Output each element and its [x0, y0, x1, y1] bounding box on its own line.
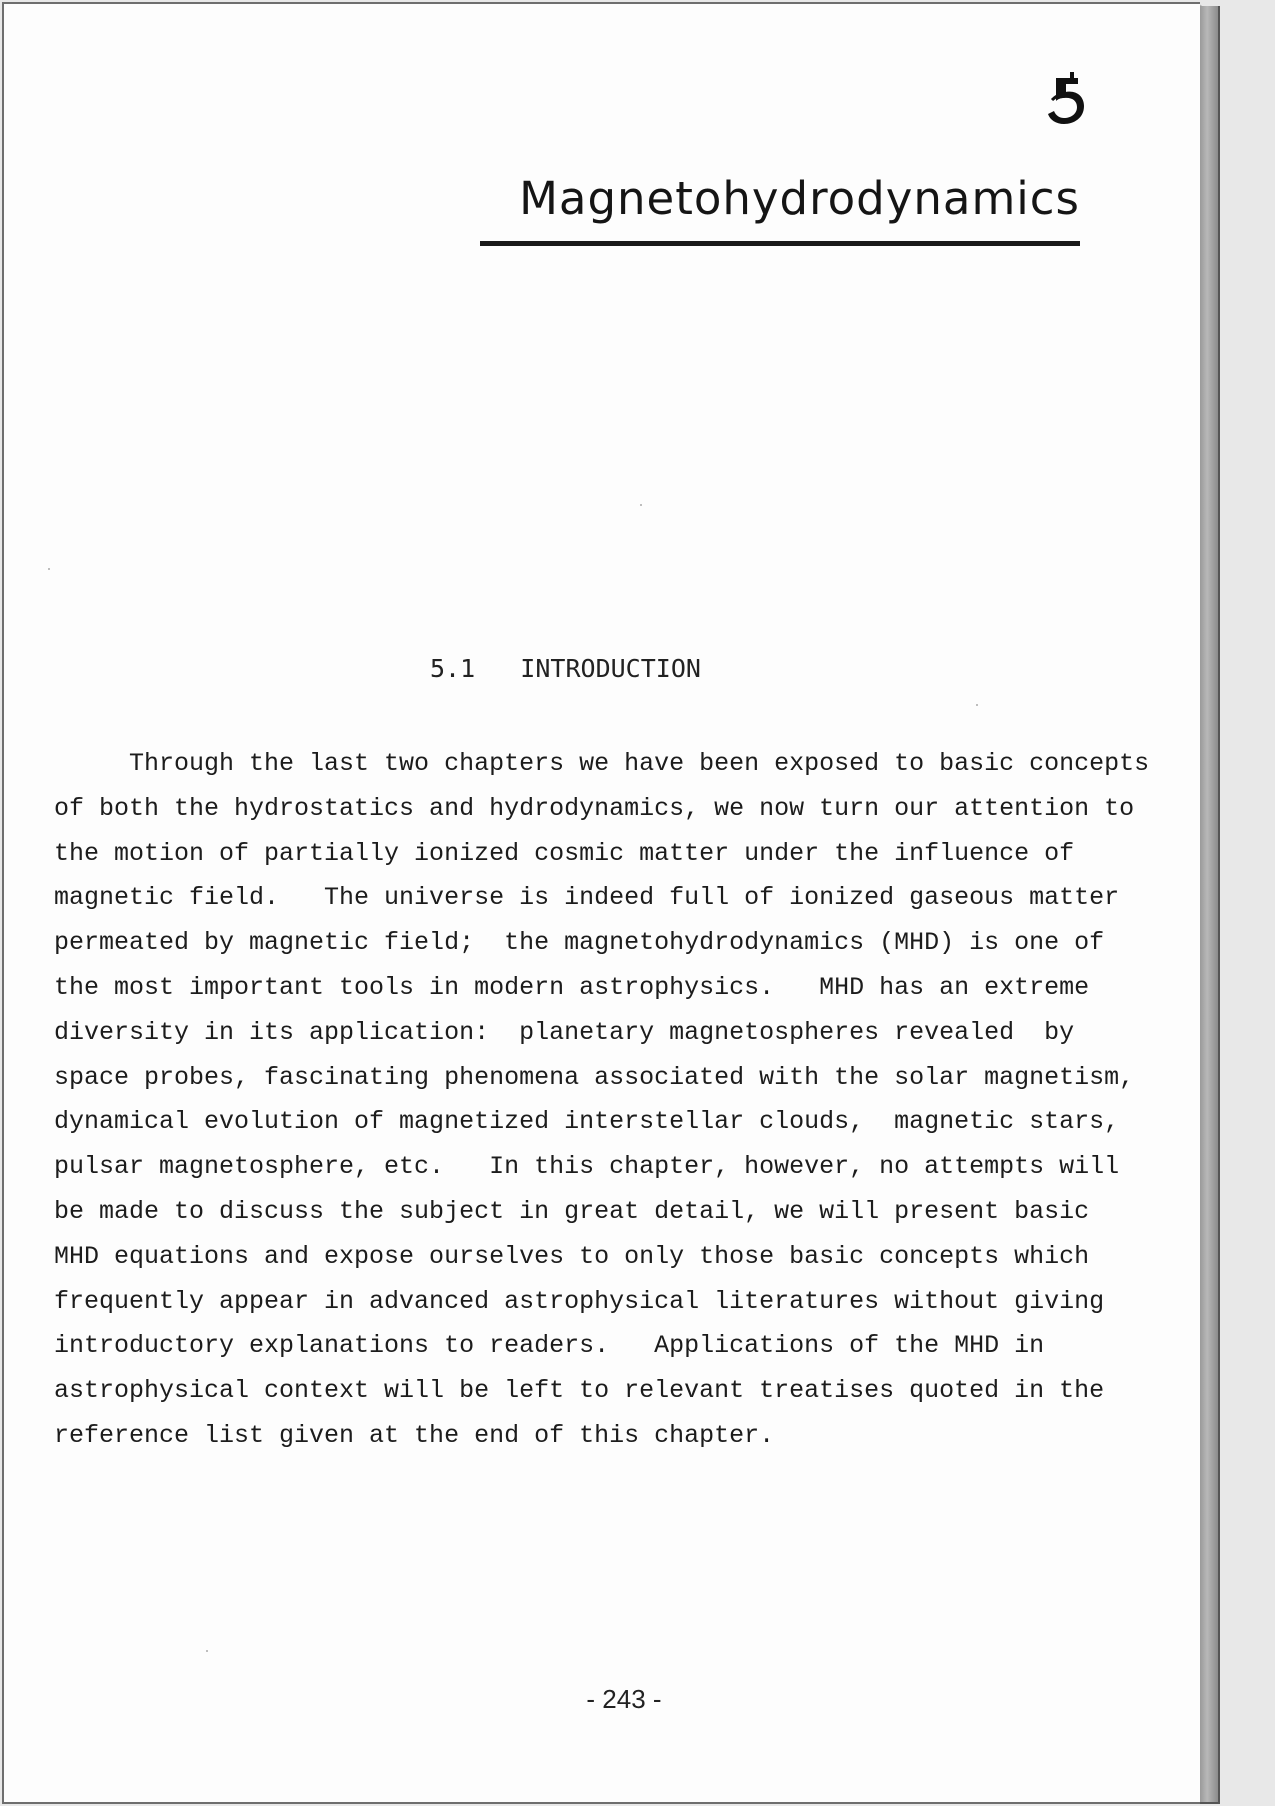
body-line: diversity in its application: planetary magnetospheres revealed by: [54, 1017, 1075, 1047]
body-line: of both the hydrostatics and hydrodynamics, we now turn our attention to: [54, 793, 1135, 823]
body-line: be made to discuss the subject in great detail, we will present basic: [54, 1196, 1090, 1226]
body-line: frequently appear in advanced astrophysical literatures without giving: [54, 1286, 1105, 1316]
scan-speck: [976, 704, 978, 706]
body-line: pulsar magnetosphere, etc. In this chapter, however, no attempts will: [54, 1152, 1120, 1182]
body-line: the most important tools in modern astrophysics. MHD has an extreme: [54, 972, 1090, 1002]
scan-speck: [206, 1650, 208, 1652]
body-line: Through the last two chapters we have been exposed to basic concepts: [54, 749, 1150, 778]
body-line: permeated by magnetic field; the magnetohydrodynamics (MHD) is one of: [54, 928, 1105, 958]
title-underline: [480, 241, 1080, 246]
body-line: reference list given at the end of this chapter.: [54, 1420, 775, 1450]
body-line: MHD equations and expose ourselves to only those basic concepts which: [54, 1241, 1090, 1271]
scan-speck: [640, 504, 642, 506]
scan-speck: [48, 568, 50, 570]
page-number: - 243 -: [586, 1684, 662, 1714]
body-line: space probes, fascinating phenomena associated with the solar magnetism,: [54, 1062, 1135, 1092]
body-line: the motion of partially ionized cosmic matter under the influence of: [54, 838, 1075, 868]
body-line: astrophysical context will be left to relevant treatises quoted in the: [54, 1376, 1105, 1406]
chapter-number-glyph: [1044, 70, 1088, 126]
section-heading: 5.1 INTRODUCTION: [430, 654, 701, 683]
body-line: introductory explanations to readers. Applications of the MHD in: [54, 1331, 1045, 1361]
chapter-title: Magnetohydrodynamics: [519, 172, 1080, 225]
document-page: [2, 2, 1200, 1804]
page-stack-edge: [1198, 6, 1220, 1804]
body-line: magnetic field. The universe is indeed full of ionized gaseous matter: [54, 883, 1120, 913]
body-paragraph: [54, 742, 1150, 1459]
body-line: dynamical evolution of magnetized interstellar clouds, magnetic stars,: [54, 1107, 1120, 1137]
